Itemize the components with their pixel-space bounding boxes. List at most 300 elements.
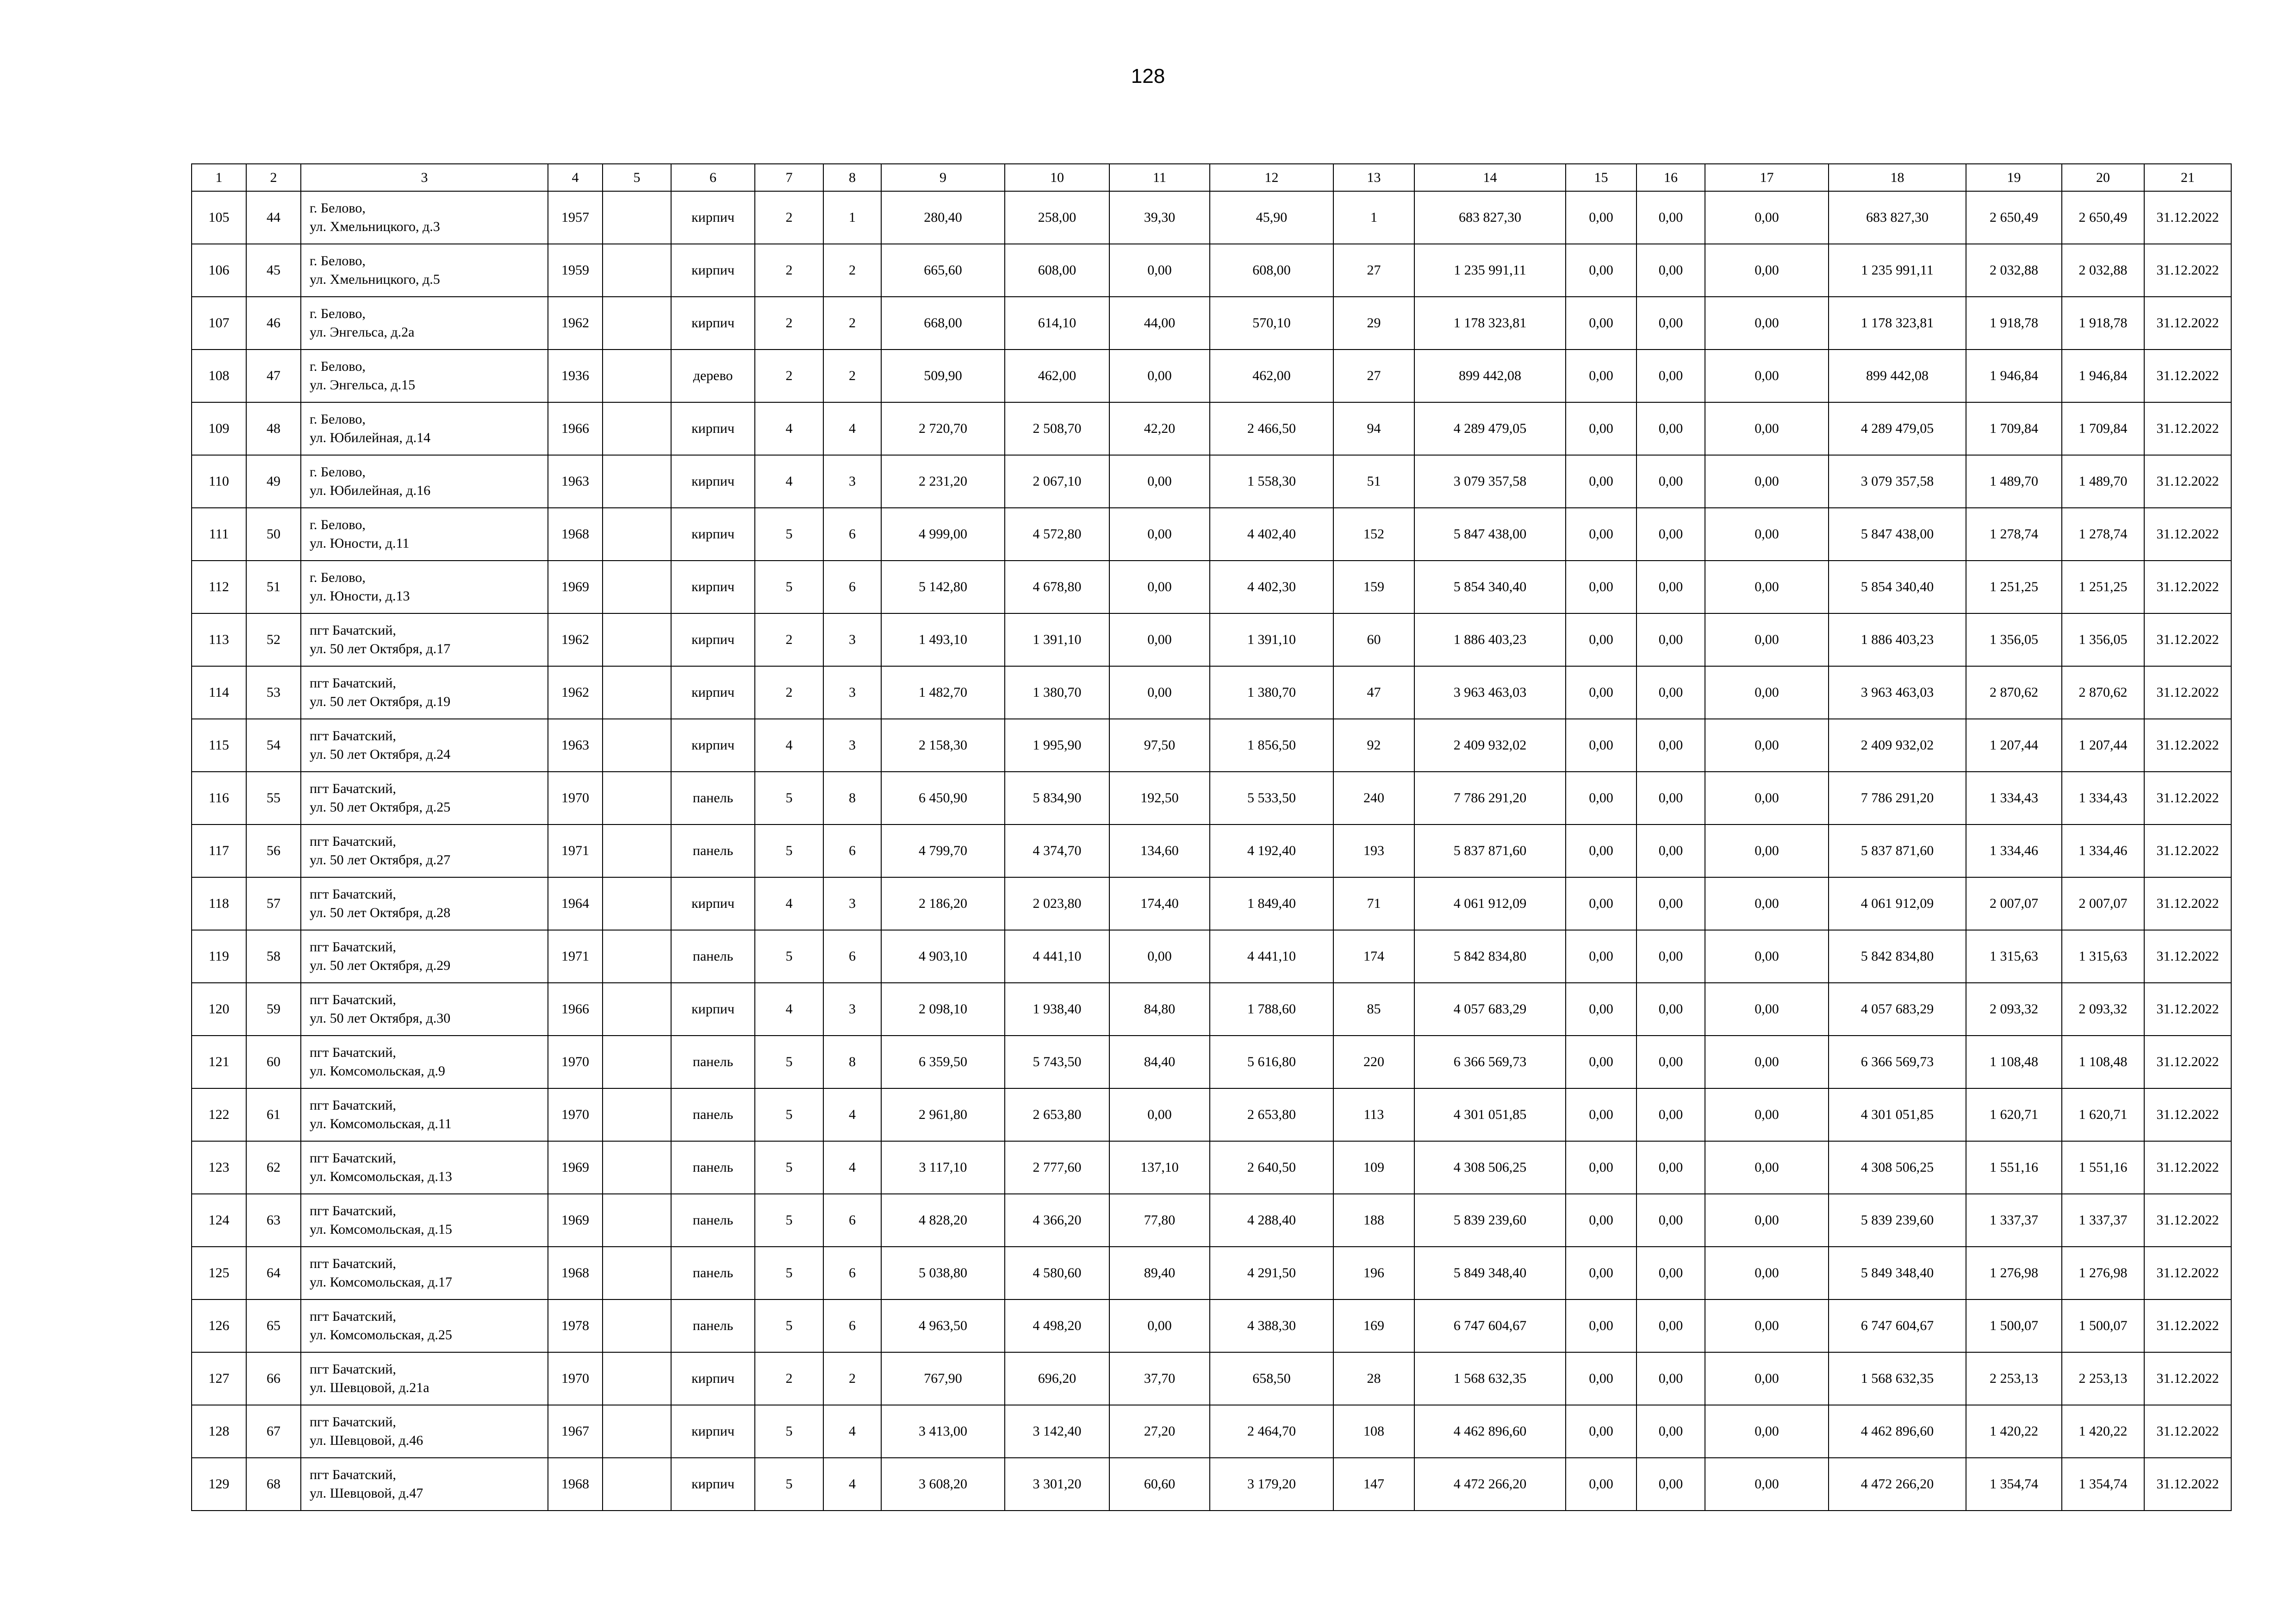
cell-col-12: 570,10 (1210, 297, 1333, 350)
cell-col-19: 1 500,07 (1966, 1299, 2062, 1352)
cell-col-10: 608,00 (1005, 244, 1109, 297)
cell-col-14: 5 847 438,00 (1414, 508, 1566, 561)
cell-col-10: 4 572,80 (1005, 508, 1109, 561)
column-header-17: 17 (1705, 164, 1829, 191)
cell-col-8: 6 (823, 930, 881, 983)
cell-col-1: 114 (192, 666, 246, 719)
cell-col-10: 4 374,70 (1005, 824, 1109, 877)
cell-col-9: 1 493,10 (881, 613, 1005, 666)
cell-col-14: 3 963 463,03 (1414, 666, 1566, 719)
address-cell (301, 402, 548, 455)
cell-col-2: 57 (246, 877, 301, 930)
cell-col-13: 193 (1333, 824, 1414, 877)
cell-col-10: 5 743,50 (1005, 1036, 1109, 1088)
column-header-12: 12 (1210, 164, 1333, 191)
cell-col-7: 5 (755, 930, 823, 983)
column-number-header-row (192, 164, 2231, 191)
cell-col-1: 107 (192, 297, 246, 350)
cell-col-17: 0,00 (1705, 350, 1829, 402)
cell-col-16: 0,00 (1636, 191, 1705, 244)
cell-col-10: 4 441,10 (1005, 930, 1109, 983)
cell-col-4: 1957 (548, 191, 603, 244)
cell-col-17: 0,00 (1705, 508, 1829, 561)
cell-col-1: 108 (192, 350, 246, 402)
cell-col-16: 0,00 (1636, 402, 1705, 455)
cell-col-4: 1969 (548, 1194, 603, 1247)
table-row (192, 508, 2231, 561)
cell-col-15: 0,00 (1566, 719, 1636, 772)
cell-col-9: 4 799,70 (881, 824, 1005, 877)
cell-col-16: 0,00 (1636, 1247, 1705, 1299)
cell-col-21: 31.12.2022 (2144, 1458, 2231, 1511)
cell-col-20: 1 356,05 (2062, 613, 2144, 666)
cell-col-12: 4 192,40 (1210, 824, 1333, 877)
cell-col-14: 7 786 291,20 (1414, 772, 1566, 824)
cell-col-9: 6 359,50 (881, 1036, 1005, 1088)
cell-col-8: 2 (823, 1352, 881, 1405)
cell-col-6: панель (671, 930, 755, 983)
cell-col-4: 1967 (548, 1405, 603, 1458)
cell-col-20: 1 489,70 (2062, 455, 2144, 508)
cell-col-8: 4 (823, 1088, 881, 1141)
table-row (192, 772, 2231, 824)
cell-col-6: панель (671, 1194, 755, 1247)
cell-col-16: 0,00 (1636, 1088, 1705, 1141)
cell-col-17: 0,00 (1705, 1141, 1829, 1194)
cell-col-6: кирпич (671, 508, 755, 561)
address-cell (301, 350, 548, 402)
cell-col-10: 4 580,60 (1005, 1247, 1109, 1299)
address-locality: пгт Бачатский, (310, 887, 396, 902)
cell-col-15: 0,00 (1566, 1247, 1636, 1299)
cell-col-2: 59 (246, 983, 301, 1036)
cell-col-11: 134,60 (1109, 824, 1210, 877)
cell-col-8: 4 (823, 402, 881, 455)
cell-col-5 (603, 1247, 671, 1299)
cell-col-13: 240 (1333, 772, 1414, 824)
address-cell (301, 930, 548, 983)
cell-col-10: 258,00 (1005, 191, 1109, 244)
cell-col-14: 5 842 834,80 (1414, 930, 1566, 983)
cell-col-7: 5 (755, 1036, 823, 1088)
address-cell (301, 1458, 548, 1511)
column-header-18: 18 (1829, 164, 1966, 191)
cell-col-8: 1 (823, 191, 881, 244)
cell-col-11: 39,30 (1109, 191, 1210, 244)
cell-col-16: 0,00 (1636, 983, 1705, 1036)
cell-col-18: 5 837 871,60 (1829, 824, 1966, 877)
address-street: ул. 50 лет Октября, д.30 (310, 1011, 451, 1026)
column-header-5: 5 (603, 164, 671, 191)
cell-col-11: 89,40 (1109, 1247, 1210, 1299)
address-locality: г. Белово, (310, 200, 366, 216)
address-locality: пгт Бачатский, (310, 1309, 396, 1324)
table-row (192, 1141, 2231, 1194)
cell-col-14: 4 301 051,85 (1414, 1088, 1566, 1141)
cell-col-12: 4 291,50 (1210, 1247, 1333, 1299)
cell-col-7: 5 (755, 772, 823, 824)
address-cell (301, 772, 548, 824)
cell-col-5 (603, 1299, 671, 1352)
cell-col-16: 0,00 (1636, 561, 1705, 613)
cell-col-6: панель (671, 1247, 755, 1299)
cell-col-4: 1969 (548, 1141, 603, 1194)
cell-col-14: 5 837 871,60 (1414, 824, 1566, 877)
address-cell (301, 613, 548, 666)
cell-col-17: 0,00 (1705, 455, 1829, 508)
cell-col-15: 0,00 (1566, 824, 1636, 877)
cell-col-13: 159 (1333, 561, 1414, 613)
housing-registry-table (191, 163, 2232, 1511)
cell-col-15: 0,00 (1566, 1036, 1636, 1088)
cell-col-20: 1 500,07 (2062, 1299, 2144, 1352)
cell-col-2: 61 (246, 1088, 301, 1141)
cell-col-7: 2 (755, 666, 823, 719)
cell-col-18: 4 289 479,05 (1829, 402, 1966, 455)
cell-col-5 (603, 1352, 671, 1405)
cell-col-5 (603, 772, 671, 824)
cell-col-8: 8 (823, 772, 881, 824)
cell-col-17: 0,00 (1705, 1352, 1829, 1405)
cell-col-7: 2 (755, 350, 823, 402)
cell-col-21: 31.12.2022 (2144, 561, 2231, 613)
address-cell (301, 1405, 548, 1458)
address-street: ул. Энгельса, д.2а (310, 325, 415, 340)
cell-col-5 (603, 350, 671, 402)
cell-col-2: 48 (246, 402, 301, 455)
cell-col-16: 0,00 (1636, 930, 1705, 983)
address-cell (301, 719, 548, 772)
cell-col-1: 123 (192, 1141, 246, 1194)
cell-col-8: 6 (823, 824, 881, 877)
cell-col-8: 3 (823, 455, 881, 508)
cell-col-10: 5 834,90 (1005, 772, 1109, 824)
cell-col-4: 1978 (548, 1299, 603, 1352)
cell-col-1: 124 (192, 1194, 246, 1247)
cell-col-12: 1 558,30 (1210, 455, 1333, 508)
column-header-19: 19 (1966, 164, 2062, 191)
cell-col-16: 0,00 (1636, 719, 1705, 772)
column-header-21: 21 (2144, 164, 2231, 191)
cell-col-12: 4 388,30 (1210, 1299, 1333, 1352)
address-locality: пгт Бачатский, (310, 728, 396, 743)
cell-col-21: 31.12.2022 (2144, 508, 2231, 561)
cell-col-17: 0,00 (1705, 772, 1829, 824)
cell-col-11: 192,50 (1109, 772, 1210, 824)
cell-col-1: 118 (192, 877, 246, 930)
cell-col-18: 6 747 604,67 (1829, 1299, 1966, 1352)
cell-col-15: 0,00 (1566, 1194, 1636, 1247)
cell-col-19: 2 650,49 (1966, 191, 2062, 244)
cell-col-13: 71 (1333, 877, 1414, 930)
cell-col-1: 116 (192, 772, 246, 824)
cell-col-1: 110 (192, 455, 246, 508)
cell-col-15: 0,00 (1566, 1088, 1636, 1141)
cell-col-7: 2 (755, 244, 823, 297)
cell-col-18: 1 568 632,35 (1829, 1352, 1966, 1405)
cell-col-20: 2 650,49 (2062, 191, 2144, 244)
cell-col-12: 1 788,60 (1210, 983, 1333, 1036)
cell-col-19: 1 207,44 (1966, 719, 2062, 772)
cell-col-15: 0,00 (1566, 1141, 1636, 1194)
cell-col-19: 1 420,22 (1966, 1405, 2062, 1458)
cell-col-10: 1 380,70 (1005, 666, 1109, 719)
address-street: ул. Хмельницкого, д.5 (310, 272, 440, 287)
cell-col-8: 3 (823, 877, 881, 930)
cell-col-21: 31.12.2022 (2144, 455, 2231, 508)
cell-col-10: 2 067,10 (1005, 455, 1109, 508)
column-header-14: 14 (1414, 164, 1566, 191)
cell-col-2: 63 (246, 1194, 301, 1247)
address-cell (301, 1088, 548, 1141)
cell-col-9: 6 450,90 (881, 772, 1005, 824)
cell-col-7: 5 (755, 1458, 823, 1511)
address-street: ул. 50 лет Октября, д.28 (310, 905, 451, 920)
address-street: ул. Хмельницкого, д.3 (310, 219, 440, 234)
cell-col-2: 66 (246, 1352, 301, 1405)
cell-col-19: 1 551,16 (1966, 1141, 2062, 1194)
cell-col-1: 105 (192, 191, 246, 244)
cell-col-20: 1 420,22 (2062, 1405, 2144, 1458)
cell-col-4: 1970 (548, 1088, 603, 1141)
table-row (192, 824, 2231, 877)
cell-col-19: 2 253,13 (1966, 1352, 2062, 1405)
address-locality: пгт Бачатский, (310, 992, 396, 1007)
cell-col-20: 1 551,16 (2062, 1141, 2144, 1194)
cell-col-17: 0,00 (1705, 191, 1829, 244)
cell-col-15: 0,00 (1566, 350, 1636, 402)
cell-col-12: 2 640,50 (1210, 1141, 1333, 1194)
cell-col-13: 60 (1333, 613, 1414, 666)
cell-col-13: 188 (1333, 1194, 1414, 1247)
cell-col-18: 683 827,30 (1829, 191, 1966, 244)
cell-col-15: 0,00 (1566, 402, 1636, 455)
cell-col-19: 1 356,05 (1966, 613, 2062, 666)
cell-col-4: 1962 (548, 666, 603, 719)
cell-col-7: 5 (755, 1247, 823, 1299)
cell-col-13: 152 (1333, 508, 1414, 561)
cell-col-17: 0,00 (1705, 1299, 1829, 1352)
cell-col-7: 2 (755, 297, 823, 350)
cell-col-1: 109 (192, 402, 246, 455)
cell-col-6: кирпич (671, 719, 755, 772)
column-header-9: 9 (881, 164, 1005, 191)
cell-col-9: 668,00 (881, 297, 1005, 350)
cell-col-16: 0,00 (1636, 350, 1705, 402)
cell-col-4: 1970 (548, 1352, 603, 1405)
cell-col-18: 4 472 266,20 (1829, 1458, 1966, 1511)
cell-col-10: 2 023,80 (1005, 877, 1109, 930)
cell-col-11: 37,70 (1109, 1352, 1210, 1405)
cell-col-1: 117 (192, 824, 246, 877)
address-street: ул. 50 лет Октября, д.24 (310, 747, 451, 762)
address-locality: г. Белово, (310, 306, 366, 321)
cell-col-16: 0,00 (1636, 1458, 1705, 1511)
cell-col-7: 5 (755, 824, 823, 877)
cell-col-14: 5 854 340,40 (1414, 561, 1566, 613)
cell-col-1: 121 (192, 1036, 246, 1088)
cell-col-7: 5 (755, 508, 823, 561)
cell-col-20: 1 207,44 (2062, 719, 2144, 772)
cell-col-18: 4 057 683,29 (1829, 983, 1966, 1036)
cell-col-7: 4 (755, 877, 823, 930)
cell-col-13: 109 (1333, 1141, 1414, 1194)
address-cell (301, 983, 548, 1036)
cell-col-6: панель (671, 1299, 755, 1352)
cell-col-8: 3 (823, 666, 881, 719)
cell-col-15: 0,00 (1566, 983, 1636, 1036)
cell-col-8: 4 (823, 1141, 881, 1194)
cell-col-5 (603, 561, 671, 613)
cell-col-20: 2 870,62 (2062, 666, 2144, 719)
address-locality: г. Белово, (310, 464, 366, 480)
cell-col-15: 0,00 (1566, 1352, 1636, 1405)
cell-col-20: 2 093,32 (2062, 983, 2144, 1036)
address-locality: пгт Бачатский, (310, 1256, 396, 1271)
cell-col-7: 5 (755, 1141, 823, 1194)
cell-col-10: 3 142,40 (1005, 1405, 1109, 1458)
cell-col-6: кирпич (671, 1352, 755, 1405)
cell-col-6: кирпич (671, 455, 755, 508)
cell-col-9: 4 903,10 (881, 930, 1005, 983)
cell-col-18: 899 442,08 (1829, 350, 1966, 402)
table-row (192, 1036, 2231, 1088)
cell-col-4: 1971 (548, 824, 603, 877)
cell-col-17: 0,00 (1705, 1194, 1829, 1247)
cell-col-8: 3 (823, 983, 881, 1036)
cell-col-10: 614,10 (1005, 297, 1109, 350)
cell-col-16: 0,00 (1636, 1194, 1705, 1247)
cell-col-5 (603, 191, 671, 244)
cell-col-5 (603, 719, 671, 772)
cell-col-7: 5 (755, 1088, 823, 1141)
cell-col-20: 1 709,84 (2062, 402, 2144, 455)
cell-col-8: 6 (823, 1194, 881, 1247)
cell-col-8: 3 (823, 613, 881, 666)
cell-col-17: 0,00 (1705, 930, 1829, 983)
cell-col-6: панель (671, 1141, 755, 1194)
cell-col-21: 31.12.2022 (2144, 1141, 2231, 1194)
cell-col-2: 46 (246, 297, 301, 350)
cell-col-13: 47 (1333, 666, 1414, 719)
cell-col-5 (603, 983, 671, 1036)
cell-col-6: кирпич (671, 613, 755, 666)
cell-col-14: 899 442,08 (1414, 350, 1566, 402)
cell-col-11: 27,20 (1109, 1405, 1210, 1458)
cell-col-9: 2 186,20 (881, 877, 1005, 930)
cell-col-5 (603, 508, 671, 561)
address-locality: пгт Бачатский, (310, 1098, 396, 1113)
address-locality: пгт Бачатский, (310, 939, 396, 955)
cell-col-21: 31.12.2022 (2144, 402, 2231, 455)
cell-col-9: 5 038,80 (881, 1247, 1005, 1299)
column-header-20: 20 (2062, 164, 2144, 191)
cell-col-2: 50 (246, 508, 301, 561)
cell-col-2: 56 (246, 824, 301, 877)
cell-col-6: кирпич (671, 297, 755, 350)
cell-col-6: кирпич (671, 1458, 755, 1511)
cell-col-12: 4 441,10 (1210, 930, 1333, 983)
cell-col-10: 1 391,10 (1005, 613, 1109, 666)
cell-col-10: 462,00 (1005, 350, 1109, 402)
address-locality: пгт Бачатский, (310, 1362, 396, 1377)
cell-col-8: 6 (823, 508, 881, 561)
cell-col-6: кирпич (671, 244, 755, 297)
cell-col-15: 0,00 (1566, 1405, 1636, 1458)
cell-col-20: 2 007,07 (2062, 877, 2144, 930)
cell-col-20: 2 253,13 (2062, 1352, 2144, 1405)
cell-col-11: 0,00 (1109, 613, 1210, 666)
cell-col-7: 2 (755, 613, 823, 666)
cell-col-21: 31.12.2022 (2144, 297, 2231, 350)
cell-col-4: 1969 (548, 561, 603, 613)
address-locality: пгт Бачатский, (310, 781, 396, 796)
cell-col-11: 0,00 (1109, 561, 1210, 613)
cell-col-9: 2 158,30 (881, 719, 1005, 772)
cell-col-2: 49 (246, 455, 301, 508)
cell-col-12: 462,00 (1210, 350, 1333, 402)
address-street: ул. Юбилейная, д.14 (310, 430, 431, 445)
cell-col-9: 2 231,20 (881, 455, 1005, 508)
cell-col-16: 0,00 (1636, 1352, 1705, 1405)
address-street: ул. Комсомольская, д.17 (310, 1274, 452, 1290)
address-cell (301, 455, 548, 508)
table-row (192, 191, 2231, 244)
cell-col-12: 3 179,20 (1210, 1458, 1333, 1511)
cell-col-13: 28 (1333, 1352, 1414, 1405)
cell-col-18: 2 409 932,02 (1829, 719, 1966, 772)
cell-col-12: 4 288,40 (1210, 1194, 1333, 1247)
cell-col-21: 31.12.2022 (2144, 983, 2231, 1036)
cell-col-8: 8 (823, 1036, 881, 1088)
cell-col-2: 68 (246, 1458, 301, 1511)
cell-col-11: 0,00 (1109, 930, 1210, 983)
cell-col-6: панель (671, 1036, 755, 1088)
cell-col-14: 4 462 896,60 (1414, 1405, 1566, 1458)
cell-col-8: 2 (823, 297, 881, 350)
address-street: ул. Юности, д.11 (310, 536, 410, 551)
cell-col-12: 608,00 (1210, 244, 1333, 297)
cell-col-21: 31.12.2022 (2144, 1194, 2231, 1247)
cell-col-4: 1936 (548, 350, 603, 402)
cell-col-16: 0,00 (1636, 877, 1705, 930)
cell-col-5 (603, 402, 671, 455)
cell-col-6: кирпич (671, 666, 755, 719)
cell-col-20: 1 251,25 (2062, 561, 2144, 613)
cell-col-1: 129 (192, 1458, 246, 1511)
cell-col-20: 1 108,48 (2062, 1036, 2144, 1088)
cell-col-4: 1963 (548, 455, 603, 508)
column-header-7: 7 (755, 164, 823, 191)
cell-col-8: 2 (823, 350, 881, 402)
cell-col-16: 0,00 (1636, 1299, 1705, 1352)
cell-col-16: 0,00 (1636, 1141, 1705, 1194)
address-street: ул. 50 лет Октября, д.27 (310, 852, 451, 868)
cell-col-20: 1 620,71 (2062, 1088, 2144, 1141)
cell-col-6: кирпич (671, 877, 755, 930)
column-header-4: 4 (548, 164, 603, 191)
cell-col-5 (603, 877, 671, 930)
address-street: ул. 50 лет Октября, д.25 (310, 800, 451, 815)
address-street: ул. Комсомольская, д.15 (310, 1222, 452, 1237)
cell-col-18: 5 849 348,40 (1829, 1247, 1966, 1299)
cell-col-10: 2 777,60 (1005, 1141, 1109, 1194)
table-row (192, 719, 2231, 772)
cell-col-21: 31.12.2022 (2144, 824, 2231, 877)
cell-col-13: 27 (1333, 350, 1414, 402)
address-cell (301, 1352, 548, 1405)
cell-col-1: 125 (192, 1247, 246, 1299)
